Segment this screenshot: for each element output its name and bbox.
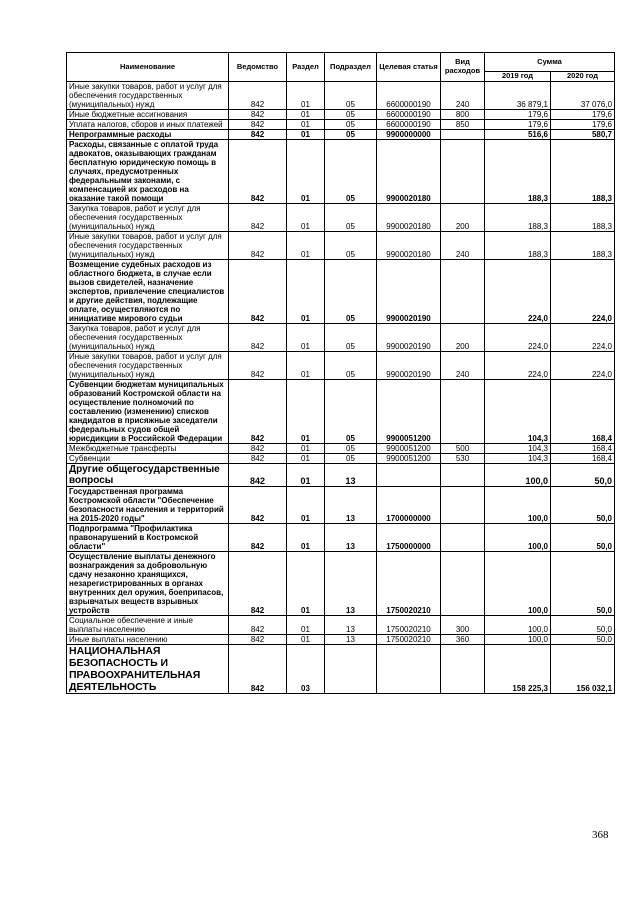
cell-v2019: 224,0 (485, 259, 551, 323)
table-row (67, 634, 615, 644)
cell-v2019: 100,0 (485, 523, 551, 551)
cell-target: 9900020180 (377, 203, 441, 231)
header-2019: 2019 год (485, 72, 551, 82)
header-sum: Сумма (485, 53, 615, 72)
header-type: Вид расходов (441, 53, 485, 82)
table-row (67, 129, 615, 139)
cell-type (441, 129, 485, 139)
cell-name: Возмещение судебных расходов из областного бюджета, в случае если вызов свидетелей, назначение экспертов, привлечение специалистов и другие действия, подлежащие оплате, осуществляются по инициативе мирового судьи (67, 259, 229, 323)
cell-target: 9900051200 (377, 443, 441, 453)
table-body (67, 81, 615, 693)
cell-v2020: 179,6 (551, 119, 615, 129)
cell-type: 240 (441, 231, 485, 259)
cell-dept: 842 (229, 259, 287, 323)
table-row (67, 109, 615, 119)
table-row (67, 231, 615, 259)
cell-v2019: 100,0 (485, 634, 551, 644)
cell-v2019: 224,0 (485, 323, 551, 351)
cell-v2020: 580,7 (551, 129, 615, 139)
table-row (67, 463, 615, 486)
cell-name: Расходы, связанные с оплатой труда адвокатов, оказывающих гражданам бесплатную юридическую помощь в случаях, предусмотренных федеральными законами, с компенсацией их расходов на оказание такой помощи (67, 139, 229, 203)
cell-sec: 01 (287, 551, 325, 615)
cell-name: Осуществление выплаты денежного вознаграждения за добровольную сдачу незаконно хранящихся, незарегистрированных в органах внутренних дел оружия, боеприпасов, взрывчатых веществ взрывных устройств (67, 551, 229, 615)
cell-dept: 842 (229, 634, 287, 644)
cell-target: 1750020210 (377, 615, 441, 634)
table-row (67, 644, 615, 693)
cell-type (441, 379, 485, 443)
cell-sub: 13 (325, 463, 377, 486)
cell-type (441, 551, 485, 615)
cell-target: 6600000190 (377, 109, 441, 119)
cell-target (377, 463, 441, 486)
cell-type: 500 (441, 443, 485, 453)
cell-sec: 01 (287, 119, 325, 129)
cell-v2019: 36 879,1 (485, 81, 551, 109)
cell-sec: 01 (287, 323, 325, 351)
table-row (67, 551, 615, 615)
cell-dept: 842 (229, 203, 287, 231)
cell-sec: 01 (287, 463, 325, 486)
cell-sec: 01 (287, 379, 325, 443)
cell-v2019: 100,0 (485, 463, 551, 486)
cell-v2019: 104,3 (485, 453, 551, 463)
cell-type (441, 644, 485, 693)
cell-v2019: 100,0 (485, 615, 551, 634)
cell-v2020: 188,3 (551, 203, 615, 231)
cell-type (441, 523, 485, 551)
cell-sec: 01 (287, 231, 325, 259)
cell-dept: 842 (229, 551, 287, 615)
cell-sec: 01 (287, 351, 325, 379)
cell-dept: 842 (229, 351, 287, 379)
cell-sub: 05 (325, 139, 377, 203)
cell-sub: 13 (325, 551, 377, 615)
cell-dept: 842 (229, 486, 287, 523)
cell-name: Субвенции бюджетам муниципальных образований Костромской области на осуществление полномочий по составлению (изменению) списков кандидатов в присяжные заседатели федеральных судов общей юрисдикции в Российской Федерации (67, 379, 229, 443)
cell-type: 240 (441, 81, 485, 109)
cell-type: 530 (441, 453, 485, 463)
cell-v2020: 50,0 (551, 551, 615, 615)
cell-v2019: 188,3 (485, 139, 551, 203)
cell-v2020: 179,6 (551, 109, 615, 119)
cell-v2020: 168,4 (551, 453, 615, 463)
cell-name: Межбюджетные трансферты (67, 443, 229, 453)
cell-sub: 05 (325, 259, 377, 323)
table-row (67, 443, 615, 453)
cell-sub: 05 (325, 203, 377, 231)
table-row (67, 119, 615, 129)
cell-v2020: 50,0 (551, 463, 615, 486)
cell-sub: 05 (325, 323, 377, 351)
cell-name: Непрограммные расходы (67, 129, 229, 139)
cell-v2019: 188,3 (485, 231, 551, 259)
cell-type (441, 139, 485, 203)
cell-dept: 842 (229, 453, 287, 463)
cell-v2019: 179,6 (485, 119, 551, 129)
cell-name: Государственная программа Костромской области "Обеспечение безопасности населения и территорий на 2015-2020 годы" (67, 486, 229, 523)
cell-target: 9900020180 (377, 139, 441, 203)
budget-table (66, 52, 615, 694)
cell-sec: 01 (287, 453, 325, 463)
cell-sec: 03 (287, 644, 325, 693)
cell-v2019: 104,3 (485, 443, 551, 453)
cell-name: Иные выплаты населению (67, 634, 229, 644)
cell-sub: 05 (325, 351, 377, 379)
cell-dept: 842 (229, 323, 287, 351)
cell-dept: 842 (229, 379, 287, 443)
cell-v2020: 50,0 (551, 634, 615, 644)
cell-sub: 05 (325, 81, 377, 109)
cell-v2020: 224,0 (551, 351, 615, 379)
cell-name: Субвенции (67, 453, 229, 463)
cell-v2019: 100,0 (485, 551, 551, 615)
cell-target: 1700000000 (377, 486, 441, 523)
table-row (67, 81, 615, 109)
cell-sec: 01 (287, 109, 325, 119)
cell-sub: 05 (325, 119, 377, 129)
cell-name: Подпрограмма "Профилактика правонарушений в Костромской области" (67, 523, 229, 551)
cell-dept: 842 (229, 231, 287, 259)
cell-v2020: 37 076,0 (551, 81, 615, 109)
header-section: Раздел (287, 53, 325, 82)
table-row (67, 523, 615, 551)
cell-type: 850 (441, 119, 485, 129)
cell-sec: 01 (287, 615, 325, 634)
cell-target: 9900051200 (377, 453, 441, 463)
cell-dept: 842 (229, 615, 287, 634)
cell-sec: 01 (287, 139, 325, 203)
cell-v2020: 224,0 (551, 323, 615, 351)
cell-target: 1750020210 (377, 551, 441, 615)
cell-type: 200 (441, 323, 485, 351)
header-name: Наименование (67, 53, 229, 82)
cell-sec: 01 (287, 523, 325, 551)
cell-name: Уплата налогов, сборов и иных платежей (67, 119, 229, 129)
cell-sub: 05 (325, 129, 377, 139)
cell-v2019: 158 225,3 (485, 644, 551, 693)
cell-dept: 842 (229, 443, 287, 453)
cell-type: 240 (441, 351, 485, 379)
cell-target: 9900051200 (377, 379, 441, 443)
table-row (67, 486, 615, 523)
cell-type: 360 (441, 634, 485, 644)
cell-dept: 842 (229, 463, 287, 486)
header-department: Ведомство (229, 53, 287, 82)
cell-target (377, 644, 441, 693)
cell-sec: 01 (287, 203, 325, 231)
cell-target: 9900020190 (377, 259, 441, 323)
cell-v2019: 516,6 (485, 129, 551, 139)
cell-sec: 01 (287, 634, 325, 644)
cell-name: Иные закупки товаров, работ и услуг для обеспечения государственных (муниципальных) нужд (67, 231, 229, 259)
cell-v2019: 224,0 (485, 351, 551, 379)
cell-dept: 842 (229, 109, 287, 119)
cell-v2020: 224,0 (551, 259, 615, 323)
cell-v2020: 168,4 (551, 379, 615, 443)
table-row (67, 139, 615, 203)
cell-sub: 13 (325, 634, 377, 644)
cell-type (441, 463, 485, 486)
cell-v2020: 188,3 (551, 231, 615, 259)
cell-target: 9900020190 (377, 351, 441, 379)
cell-type (441, 486, 485, 523)
cell-sec: 01 (287, 259, 325, 323)
cell-sec: 01 (287, 443, 325, 453)
table-row (67, 259, 615, 323)
header-target: Целевая статья (377, 53, 441, 82)
cell-sub: 05 (325, 443, 377, 453)
cell-dept: 842 (229, 139, 287, 203)
cell-sub: 05 (325, 379, 377, 443)
cell-sub: 13 (325, 486, 377, 523)
cell-target: 6600000190 (377, 81, 441, 109)
cell-sub: 13 (325, 523, 377, 551)
cell-v2020: 156 032,1 (551, 644, 615, 693)
cell-dept: 842 (229, 644, 287, 693)
cell-sub: 05 (325, 453, 377, 463)
cell-name: Иные закупки товаров, работ и услуг для обеспечения государственных (муниципальных) нужд (67, 351, 229, 379)
table-row (67, 203, 615, 231)
table-row (67, 323, 615, 351)
cell-target: 1750000000 (377, 523, 441, 551)
cell-type: 300 (441, 615, 485, 634)
cell-type: 200 (441, 203, 485, 231)
cell-name: НАЦИОНАЛЬНАЯ БЕЗОПАСНОСТЬ И ПРАВООХРАНИТЕЛЬНАЯ ДЕЯТЕЛЬНОСТЬ (67, 644, 229, 693)
cell-dept: 842 (229, 119, 287, 129)
cell-dept: 842 (229, 129, 287, 139)
cell-name: Закупка товаров, работ и услуг для обеспечения государственных (муниципальных) нужд (67, 203, 229, 231)
cell-target: 9900020190 (377, 323, 441, 351)
cell-sec: 01 (287, 486, 325, 523)
cell-name: Иные бюджетные ассигнования (67, 109, 229, 119)
cell-v2020: 188,3 (551, 139, 615, 203)
cell-v2019: 100,0 (485, 486, 551, 523)
header-2020: 2020 год (551, 72, 615, 82)
cell-v2020: 50,0 (551, 486, 615, 523)
header-subsection: Подраздел (325, 53, 377, 82)
cell-v2019: 188,3 (485, 203, 551, 231)
cell-target: 1750020210 (377, 634, 441, 644)
cell-target: 9900000000 (377, 129, 441, 139)
cell-sec: 01 (287, 81, 325, 109)
cell-type (441, 259, 485, 323)
cell-target: 9900020180 (377, 231, 441, 259)
cell-sub: 05 (325, 231, 377, 259)
cell-name: Закупка товаров, работ и услуг для обеспечения государственных (муниципальных) нужд (67, 323, 229, 351)
cell-v2020: 168,4 (551, 443, 615, 453)
cell-v2019: 104,3 (485, 379, 551, 443)
cell-sub (325, 644, 377, 693)
table-row (67, 453, 615, 463)
cell-sub: 05 (325, 109, 377, 119)
table-row (67, 379, 615, 443)
cell-dept: 842 (229, 523, 287, 551)
cell-v2020: 50,0 (551, 615, 615, 634)
cell-target: 6600000190 (377, 119, 441, 129)
page-number: 368 (592, 829, 609, 841)
cell-type: 800 (441, 109, 485, 119)
cell-dept: 842 (229, 81, 287, 109)
table-row (67, 351, 615, 379)
cell-sub: 13 (325, 615, 377, 634)
cell-name: Другие общегосударственные вопросы (67, 463, 229, 486)
cell-sec: 01 (287, 129, 325, 139)
cell-v2019: 179,6 (485, 109, 551, 119)
cell-name: Иные закупки товаров, работ и услуг для обеспечения государственных (муниципальных) нужд (67, 81, 229, 109)
cell-name: Социальное обеспечение и иные выплаты населению (67, 615, 229, 634)
table-row (67, 615, 615, 634)
cell-v2020: 50,0 (551, 523, 615, 551)
